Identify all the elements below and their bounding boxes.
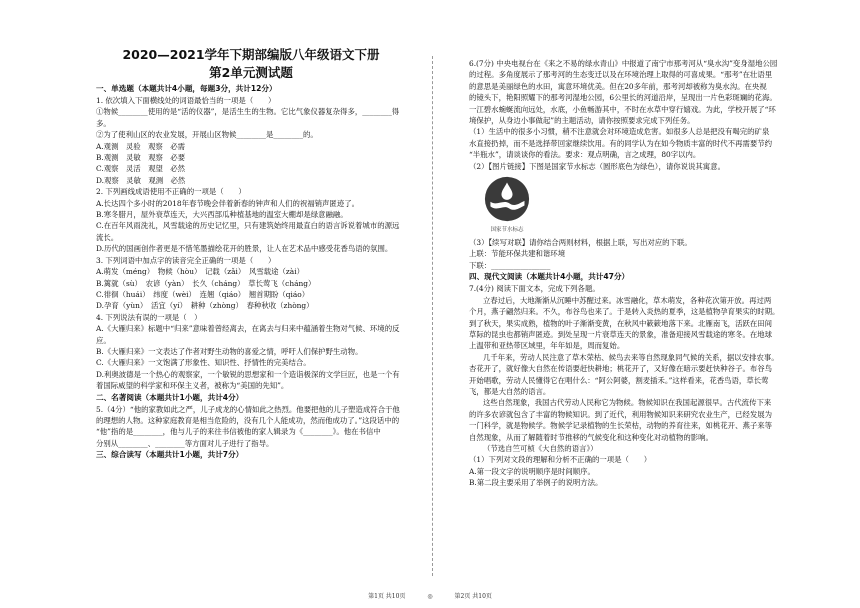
text-line: 的意思是美丽绿色的水田，寓意环境优美。但在20多年前，那考河却被称为臭水沟。在央视 — [469, 81, 767, 91]
section-heading: 二、名著阅读（本题共计1小题，共计4分） — [96, 392, 244, 402]
text-line: B.篱就（sù） 农谚（yàn） 长久（cháng） 草长莺飞（cháng） — [96, 278, 316, 288]
right-question-list-top — [469, 58, 836, 172]
right-question-list-bottom — [469, 237, 836, 489]
logo-caption: 国家节水标志 — [490, 227, 524, 234]
footer-mark: ◎ — [427, 593, 433, 600]
text-line: 这些自然现象，我国古代劳动人民称它为物候。物候知识在我国起源很早。古代流传下来 — [483, 398, 772, 408]
text-line: 飞，都是大自然的语言。 — [469, 386, 551, 396]
water-saving-emblem-icon — [484, 176, 530, 222]
text-line: D.孕育（yùn） 活宜（yí） 耕种（zhòng） 春种秋收（zhòng） — [96, 301, 314, 311]
text-line: （2）【图片链接】下图是国家节水标志（圆形底色为绿色），请你说说其寓意。 — [469, 161, 725, 171]
text-line: B.第二段主要采用了举例子的说明方法。 — [469, 478, 603, 488]
text-line: 个月，燕子翩然归来。不久，布谷鸟也来了。于是转入炎热的夏季，这是植物孕育果实的时期。 — [469, 307, 780, 317]
text-line: 一门科学，就是物候学。物候学记录植物的生长荣枯，动物的养育往来，如桃花开、燕子来等 — [469, 421, 773, 431]
water-saving-logo — [477, 176, 537, 234]
text-line: 3. 下列词语中加点字的读音完全正确的一项是（ ） — [96, 255, 276, 265]
text-line: 的理想的人物。这种家庭教育是相当危险的，没有几个人能成功，然而他成功了。”这段话中的 — [96, 415, 400, 425]
text-line: D.利奥波德是一个热心的观察家，一个敏锐的思想家和一个造诣极深的文学巨匠，也是一个有 — [96, 369, 400, 379]
text-line: ①物候________使用的是“活的仪器”，是活生生的生物。它比气象仪器复杂得多，________得 — [96, 107, 400, 117]
text-line: A.长达四个多小时的2018年春节晚会伴着新春的钟声和人们的祝福销声匿迹了。 — [96, 198, 359, 208]
text-line: 1. 依次填入下面横线处的词语最恰当的一项是（ ） — [96, 96, 276, 105]
section-heading: 三、综合读写（本题共计1小题，共计7分） — [96, 450, 244, 460]
text-line: C.观察 灵活 观望 必然 — [96, 164, 186, 174]
text-line: D.历代的国画创作者更是不惜笔墨描绘花开的胜景，让人在艺术品中感受花香鸟语的氛围。 — [96, 244, 393, 254]
text-line: 几千年来，劳动人民注意了草木荣枯、候鸟去来等自然现象同气候的关系，据以安排农事。 — [483, 352, 779, 362]
left-question-list — [96, 83, 406, 461]
text-line: 的过程。多角度展示了那考河的生态变迁以及在环境治理上取得的可喜成果。“那考”在壮语里 — [469, 70, 773, 80]
text-line: 4. 下列说法有误的一项是（ ） — [96, 312, 202, 322]
text-line: 杏花开了，就好像大自然在传语要赶快耕地；桃花开了，又好像在暗示要赶快种谷子。布谷鸟 — [469, 364, 773, 374]
text-line: 开始唱歌，劳动人民懂得它在唱什么：“阿公阿婆，割麦插禾。”这样看来，花香鸟语，草长莺 — [469, 375, 769, 385]
text-line: 下联：________________ — [469, 260, 551, 270]
text-line: 6.(7分) 中央电视台在《来之不易的绿水青山》中报道了南宁市那考河从“臭水沟”变身湿地公园 — [469, 59, 778, 68]
text-line: （节选自竺可桢《大自然的语言》） — [483, 443, 598, 453]
text-line: D.观察 灵敏 观测 必然 — [96, 175, 186, 185]
text-line: 应。 — [96, 335, 111, 345]
text-line: A.萌发（méng） 物候（hòu） 记载（zǎi） 风雪载途（zài） — [96, 267, 304, 277]
text-line: 的镜头下，艳阳照耀下的那考河湿地公园，6公里长的河道沿岸，呈现出一片色彩斑斓的花海。 — [469, 93, 777, 103]
text-line: B.寒冬腊月，屋外衰草连天，大兴西部瓜种植基地的温室大棚却是绿意融融。 — [96, 210, 348, 220]
text-line: 的许多农谚就包含了丰富的物候知识。到了近代，利用物候知识来研究农业生产，已经发展为 — [469, 409, 773, 419]
page-subtitle: 第2单元测试题 — [209, 65, 293, 80]
text-line: 到了秋天，果实成熟，植物的叶子渐渐变黄，在秋风中簌簌地落下来。北雁南飞，活跃在田间 — [469, 318, 773, 328]
page-title: 2020—2021学年下期部编版八年级语文下册 — [122, 47, 380, 62]
text-line: A.观测 灵验 观察 必需 — [96, 141, 185, 151]
text-line: 流长。 — [96, 232, 119, 242]
text-line: （1）生活中的很多小习惯，稍不注意就会对环境造成危害。如很多人总是把没有喝完的矿泉 — [469, 127, 770, 137]
text-line: ②为了使利山区的农业发展，开展山区物候________是________的。 — [96, 130, 318, 140]
text-line: 立春过后，大地渐渐从沉睡中苏醒过来。冰雪融化，草木萌发，各种花次第开放。再过两 — [483, 295, 772, 305]
page-footer — [0, 591, 860, 600]
text-line: C.《大雁归来》一文饱满了形象性、知识性、抒情性的完美结合。 — [96, 358, 311, 368]
text-line: 水直接扔掉，而不是选择带回家继续饮用。有的同学认为在如今物质丰富的时代不再需要节约 — [469, 138, 773, 148]
text-line: C.徘徊（huái） 纬度（wèi） 连翘（qiáo） 翘首期盼（qiáo） — [96, 289, 310, 299]
text-line: 草际的昆虫也都销声匿迹。到处呈现一片衰草连天的景象，准备迎接风雪载途的寒冬。在地球 — [469, 329, 773, 339]
text-line: 着国际威望的科学家和环保主义者，被称为“美国的先知”。 — [96, 381, 289, 391]
text-line: C.在百年风雨洗礼，风雪载途的历史记忆里，只有建筑始终用最直白的语言诉说着城市的源远 — [96, 221, 400, 231]
text-line: 7.(4分) 阅读下面文本，完成下列各题。 — [469, 284, 600, 294]
footer-right-page: 第2页 共10页 — [454, 593, 492, 600]
text-line: 多。 — [96, 118, 111, 128]
text-line: 上温带和亚热带区域里，年年如是，周而复始。 — [469, 341, 625, 351]
text-line: （3）【续写对联】请你结合两则材料，根据上联，写出对应的下联。 — [469, 238, 692, 248]
text-line: 境保护，从身边小事做起”的主题活动，请你按照要求完成下列任务。 — [469, 116, 695, 126]
section-heading: 四、现代文阅读（本题共计4小题，共计47分） — [469, 272, 630, 282]
text-line: 一江碧水蜿蜒流向远处，水底，小鱼畅游其中，不时在水草中穿行嬉戏。为此，学校开展了“环 — [469, 104, 776, 114]
text-line: “他”指的是________，他与儿子的来往书信被他的家人辑录为《________》。他在书信中 — [96, 427, 381, 437]
text-line: A.第一段文字的说明顺序是时间顺序。 — [469, 466, 595, 476]
text-line: 分别从________、________等方面对儿子进行了指导。 — [96, 438, 274, 448]
text-line: B.观测 灵敏 观察 必要 — [96, 153, 186, 163]
text-line: 上联：节能环保共建和谐环境 — [469, 249, 566, 259]
right-column — [433, 0, 860, 608]
footer-left-page: 第1页 共10页 — [368, 593, 406, 600]
section-heading: 一、单选题（本题共计4小题，每题3分，共计12分） — [96, 84, 277, 93]
text-line: B.《大雁归来》一文表达了作者对野生动物的喜爱之情，呼吁人们保护野生动物。 — [96, 346, 363, 356]
text-line: （1）下列对文段的理解和分析不正确的一项是（ ） — [469, 455, 652, 465]
text-line: “半瓶水”，请谈谈你的看法。要求：观点明确，言之成理，80字以内。 — [469, 150, 701, 160]
text-line: 2. 下列画线成语使用不正确的一项是（ ） — [96, 187, 246, 197]
text-line: 自然现象，从而了解随着时节推移的气候变化和这种变化对动植物的影响。 — [469, 432, 713, 442]
text-line: 5.（4分）“他的家教如此之严，儿子成龙的心情如此之热烈。他要把他的儿子塑造成符合于他 — [96, 404, 400, 414]
text-line: A.《大雁归来》标题中“归来”意味着曾经离去，在离去与归来中蕴涵着生物对气候、环境的反 — [96, 324, 400, 334]
